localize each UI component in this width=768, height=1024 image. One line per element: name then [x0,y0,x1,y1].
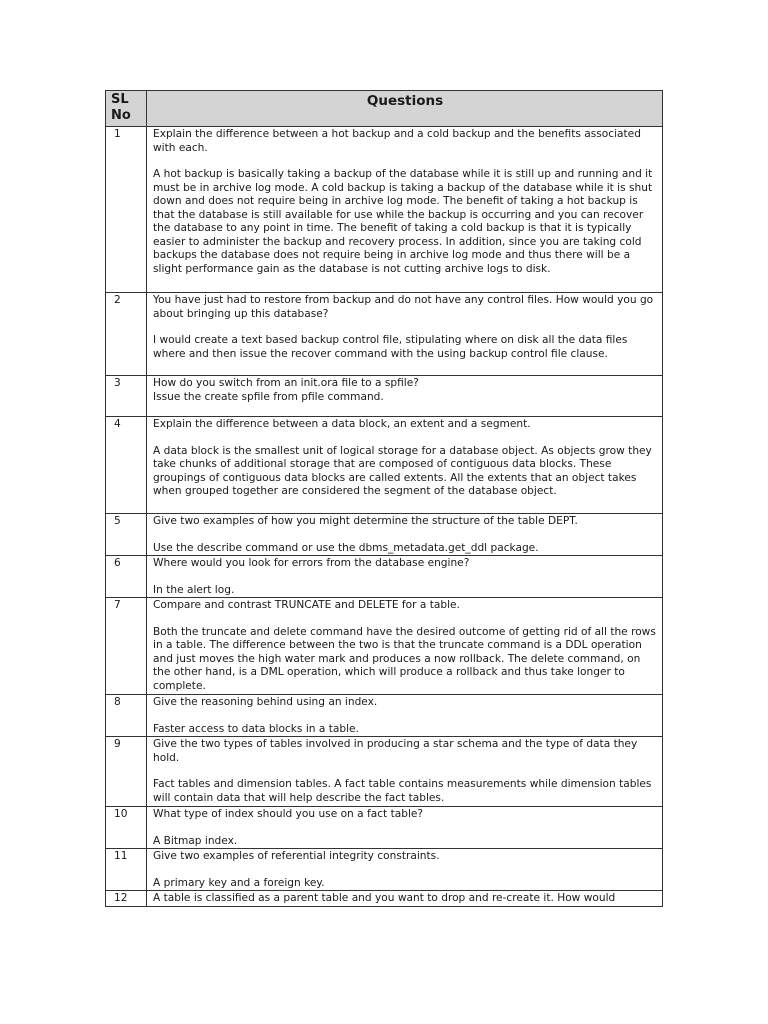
sl-no-header: SL No [106,91,147,127]
sl-number: 3 [106,376,147,417]
answer-text: A hot backup is basically taking a backup of the database while it is still up and running and it must be in archive log mode. A cold backup is taking a backup of the database while it is shut down and does not require being in archive log mode. The benefit of taking a hot backup is that the database is still available for use while the backup is occurring and you can recover the database to any point in time. The benefit of taking a cold backup is that it is typically easier to administer the backup and recovery process. In addition, since you are taking cold backups the database does not require being in archive log mode and thus there will be a slight performance gain as the database is not cutting archive logs to disk. [153,168,656,275]
qa-cell [147,556,663,598]
qa-cell [147,695,663,737]
question-text: Give two examples of how you might determine the structure of the table DEPT. [153,515,578,527]
table-header-row [106,91,663,127]
answer-text: Both the truncate and delete command have the desired outcome of getting rid of all the rows in a table. The difference between the two is that the truncate command is a DDL operation and just moves the high water mark and produces a now rollback. The delete command, on the other hand, is a DML operation, which will produce a rollback and thus take longer to complete. [153,625,660,692]
table-row [106,293,663,376]
qa-cell [147,891,663,907]
question-text: You have just had to restore from backup and do not have any control files. How would you go about bringing up this database? [153,294,657,320]
question-text: Explain the difference between a data block, an extent and a segment. [153,418,531,430]
table-row [106,127,663,293]
table-row [106,556,663,598]
sl-number: 9 [106,737,147,807]
table-row [106,737,663,807]
table-row [106,417,663,514]
table-row [106,849,663,891]
answer-text: Issue the create spfile from pfile command. [153,390,384,403]
questions-header: Questions [147,91,663,127]
question-text: Give the reasoning behind using an index. [153,696,378,708]
answer-text: Fact tables and dimension tables. A fact table contains measurements while dimension tables will contain data that will help describe the fact tables. [153,778,655,804]
table-row [106,891,663,907]
qa-cell [147,417,663,514]
answer-text: A Bitmap index. [153,834,238,847]
qa-cell [147,737,663,807]
qa-cell [147,514,663,556]
sl-number: 6 [106,556,147,598]
answer-text: In the alert log. [153,583,235,596]
sl-number: 2 [106,293,147,376]
answer-text: A data block is the smallest unit of logical storage for a database object. As objects grow they take chunks of additional storage that are composed of contiguous data blocks. These groupings of contiguous data blocks are called extents. All the extents that an object takes when grouped together are considered the segment of the database object. [153,444,656,497]
answer-text: I would create a text based backup control file, stipulating where on disk all the data files where and then issue the recover command with the using backup control file clause. [153,334,631,360]
sl-number: 1 [106,127,147,293]
table-row [106,514,663,556]
sl-number: 7 [106,598,147,695]
qa-cell [147,127,663,293]
question-text: What type of index should you use on a fact table? [153,808,424,820]
table-row [106,695,663,737]
sl-number: 5 [106,514,147,556]
table-row [106,807,663,849]
table-row [106,376,663,417]
question-text: Compare and contrast TRUNCATE and DELETE for a table. [153,599,460,611]
sl-number: 10 [106,807,147,849]
question-text: Where would you look for errors from the database engine? [153,557,470,569]
answer-text: Use the describe command or use the dbms_metadata.get_ddl package. [153,541,539,554]
sl-number: 11 [106,849,147,891]
question-text: How do you switch from an init.ora file to a spfile? [153,377,419,389]
question-text: Give the two types of tables involved in producing a star schema and the type of data they hold. [153,738,641,764]
table-row [106,598,663,695]
qa-cell [147,598,663,695]
question-text: Explain the difference between a hot backup and a cold backup and the benefits associated with each. [153,128,645,154]
qa-cell [147,293,663,376]
answer-text: A primary key and a foreign key. [153,876,325,889]
sl-number: 4 [106,417,147,514]
qa-cell [147,849,663,891]
question-text: Give two examples of referential integrity constraints. [153,850,440,862]
qa-cell [147,376,663,417]
answer-text: Faster access to data blocks in a table. [153,722,359,735]
sl-number: 8 [106,695,147,737]
questions-table [105,90,663,907]
question-text: A table is classified as a parent table and you want to drop and re-create it. How would [153,892,616,904]
qa-cell [147,807,663,849]
sl-number: 12 [106,891,147,907]
